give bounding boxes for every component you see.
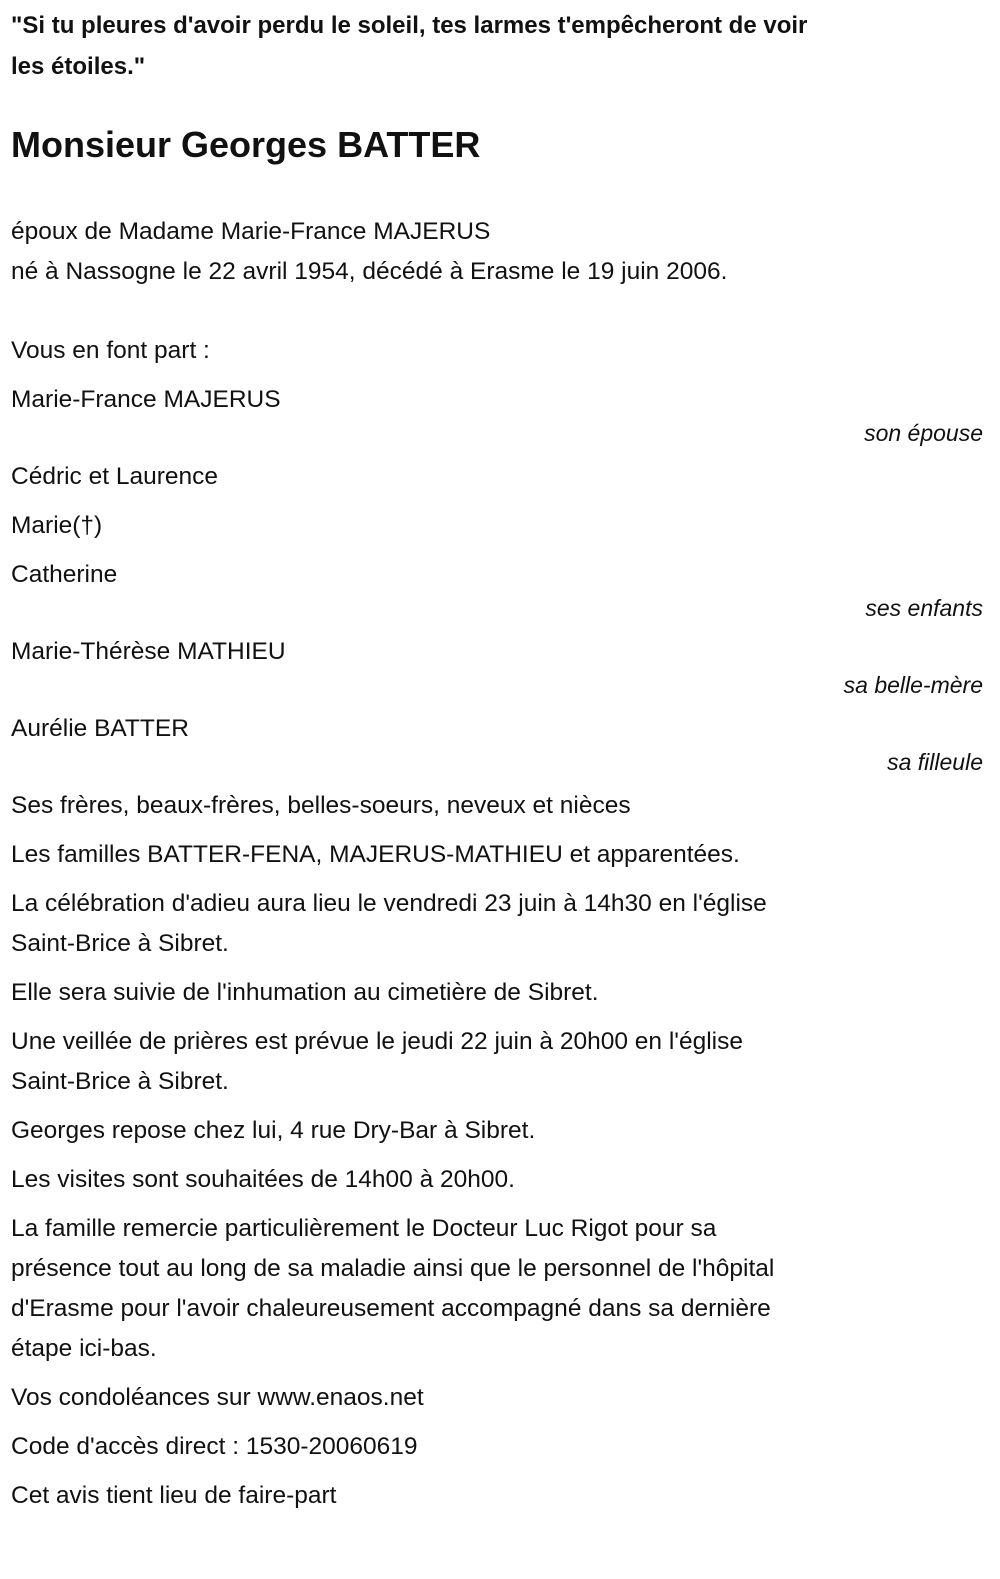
family-member-name: Marie-Thérèse MATHIEU	[11, 638, 286, 665]
family-member-name: Cédric et Laurence	[11, 463, 219, 490]
family-list	[11, 380, 983, 775]
notice-paragraph	[11, 835, 983, 875]
paragraph-line: Saint-Brice à Sibret.	[11, 930, 229, 957]
family-member-name: Aurélie BATTER	[11, 715, 189, 742]
paragraph-line: Cet avis tient lieu de faire-part	[11, 1482, 337, 1509]
paragraph-line: Saint-Brice à Sibret.	[11, 1068, 229, 1095]
notice-paragraph	[11, 884, 983, 964]
birth-death-line: né à Nassogne le 22 avril 1954, décédé à Erasme le 19 juin 2006.	[11, 258, 728, 285]
family-relation: son épouse	[864, 420, 983, 446]
notice-paragraph	[11, 1476, 983, 1516]
notice-paragraphs	[11, 786, 983, 1516]
paragraph-line: La célébration d'adieu aura lieu le vendredi 23 juin à 14h30 en l'église	[11, 890, 767, 917]
family-member-name: Catherine	[11, 561, 118, 588]
paragraph-line: étape ici-bas.	[11, 1335, 157, 1362]
paragraph-line: La famille remercie particulièrement le Docteur Luc Rigot pour sa	[11, 1215, 717, 1242]
paragraph-line: présence tout au long de sa maladie ainsi que le personnel de l'hôpital	[11, 1255, 775, 1282]
notice-paragraph	[11, 973, 983, 1013]
family-relation: sa belle-mère	[843, 672, 983, 698]
notice-paragraph	[11, 1378, 983, 1418]
paragraph-line: Georges repose chez lui, 4 rue Dry-Bar à Sibret.	[11, 1117, 536, 1144]
family-member-name: Marie-France MAJERUS	[11, 386, 281, 413]
notice-paragraph	[11, 1427, 983, 1467]
paragraph-line: Vos condoléances sur www.enaos.net	[11, 1384, 424, 1411]
deceased-name-title: Monsieur Georges BATTER	[11, 124, 481, 165]
family-relation: sa filleule	[887, 749, 983, 775]
family-relation: ses enfants	[865, 595, 983, 621]
notice-paragraph	[11, 1022, 983, 1102]
paragraph-line: Les visites sont souhaitées de 14h00 à 20h00.	[11, 1166, 515, 1193]
notice-paragraph	[11, 1111, 983, 1151]
epigraph-quote	[11, 5, 983, 87]
announcers-intro: Vous en font part :	[11, 337, 210, 364]
notice-paragraph	[11, 1209, 983, 1369]
paragraph-line: Code d'accès direct : 1530-20060619	[11, 1433, 418, 1460]
quote-line: "Si tu pleures d'avoir perdu le soleil, tes larmes t'empêcheront de voir	[11, 12, 808, 39]
spouse-line: époux de Madame Marie-France MAJERUS	[11, 218, 491, 245]
paragraph-line: Une veillée de prières est prévue le jeudi 22 juin à 20h00 en l'église	[11, 1028, 743, 1055]
notice-paragraph	[11, 1160, 983, 1200]
paragraph-line: Elle sera suivie de l'inhumation au cimetière de Sibret.	[11, 979, 599, 1006]
paragraph-line: Les familles BATTER-FENA, MAJERUS-MATHIEU et apparentées.	[11, 841, 740, 868]
paragraph-line: d'Erasme pour l'avoir chaleureusement accompagné dans sa dernière	[11, 1295, 771, 1322]
quote-line: les étoiles."	[11, 53, 146, 80]
notice-paragraph	[11, 786, 983, 826]
family-member-name: Marie(†)	[11, 512, 103, 539]
paragraph-line: Ses frères, beaux-frères, belles-soeurs, neveux et nièces	[11, 792, 631, 819]
